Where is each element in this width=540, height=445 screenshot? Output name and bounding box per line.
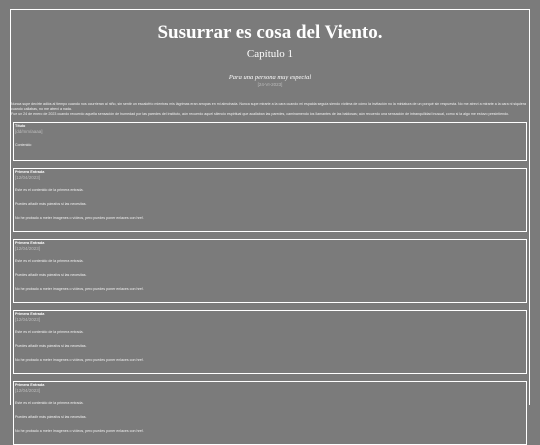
entry-paragraph: No he probado a meter imagenes o vídeos, pero puedes poner enlaces con href. [15, 358, 144, 362]
entry-date: [12/04/2023] [15, 246, 41, 251]
entry-card [13, 381, 527, 445]
intro-text [11, 102, 529, 117]
entry-paragraph: Este es el contenido de la primera entrada. [15, 259, 84, 263]
entry-paragraph: Puedes añadir más párrafos si las necesitas. [15, 273, 87, 277]
entry-paragraph: Puedes añadir más párrafos si las necesitas. [15, 415, 87, 419]
entry-paragraph: Puedes añadir más párrafos si las necesitas. [15, 202, 87, 206]
entry-content: Contenido [15, 143, 32, 147]
entry-title: Primera Entrada [15, 241, 45, 245]
entry-title: Primera Entrada [15, 312, 45, 316]
entry-paragraph: Puedes añadir más párrafos si las necesitas. [15, 344, 87, 348]
entry-date: [dd/mm/aaaa] [15, 129, 43, 134]
entry-paragraph: Este es el contenido de la primera entrada. [15, 188, 84, 192]
entry-card [13, 310, 527, 374]
entry-card [13, 168, 527, 232]
entry-paragraph: No he probado a meter imagenes o vídeos, pero puedes poner enlaces con href. [15, 216, 144, 220]
entry-paragraph: Este es el contenido de la primera entrada. [15, 401, 84, 405]
template-entry [13, 122, 527, 161]
intro-paragraph: Nunca supe decirte adiós al tiempo cuando nos ocurrieran al niño, sin sentir un escalofrío mientras mis lágrimas eran arropas en mi almohada. Nunca supe mirarte a la cara cuando mi espalda seguía siendo víctima de cómo la invitación no la miniatura de un porqué sin respuesta. No me atreví a mirarte a la cara ni siquiera cuando callabas, no me atreví a nada. [11, 102, 526, 111]
dedication-date: [24-VI-2023] [257, 82, 283, 87]
entry-title: Primera Entrada [15, 170, 45, 174]
entry-paragraph: No he probado a meter imagenes o vídeos, pero puedes poner enlaces con href. [15, 287, 144, 291]
entry-card [13, 239, 527, 303]
page-title: Susurrar es cosa del Viento. [157, 22, 383, 43]
entry-paragraph: Este es el contenido de la primera entrada. [15, 330, 84, 334]
dedication: Para una persona muy especial [228, 74, 312, 81]
entry-title: Título [15, 124, 26, 128]
entry-date: [12/04/2023] [15, 175, 41, 180]
chapter-heading: Capítulo 1 [246, 48, 294, 60]
entry-paragraph: No he probado a meter imagenes o vídeos, pero puedes poner enlaces con href. [15, 429, 144, 433]
intro-paragraph: Fue un 24 de enero de 2023 cuando recuerdo aquella sensación de humedad por las paredes del instituto, aún recuerdo aquel silencio espiritual que acallaban las paredes, caminamendo los llamantes de las baldosas; aún recuerdo una sensación de intranquilidad inusual, como si la algo me estuvo presintiendo. [11, 112, 510, 116]
entry-date: [12/04/2023] [15, 317, 41, 322]
page-container [10, 9, 530, 433]
entry-title: Primera Entrada [15, 383, 45, 387]
entry-date: [12/04/2023] [15, 388, 41, 393]
